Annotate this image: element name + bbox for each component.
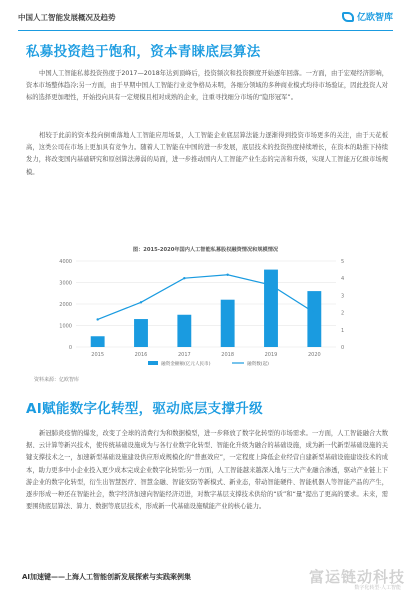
line-point: [183, 277, 185, 279]
legend-bar-swatch: [148, 361, 158, 365]
y-left-tick-label: 2000: [59, 302, 72, 308]
line-point: [270, 284, 272, 286]
bar: [91, 336, 105, 347]
header-title: 中国人工智能发展概况及趋势: [18, 13, 116, 22]
line-series: [98, 275, 315, 320]
watermark: 富运链动科技: [308, 568, 405, 586]
x-tick-label: 2019: [264, 352, 278, 358]
x-tick-label: 2020: [307, 352, 321, 358]
legend-bar-label: 融资金额额(亿元人民币): [161, 362, 211, 367]
line-point: [313, 311, 315, 313]
logo-icon: [342, 12, 354, 22]
y-left-tick-label: 1000: [59, 323, 72, 330]
page-header: [18, 10, 393, 30]
section1-paragraph-1: 中国人工智能私募投资热度于2017—2018年达到顶峰后，投资频次和投资额度开始逐年回落。一方面，由于宏观经济影响，资本市场整体趋冷;另一方面，由于早期中国人工智能行业竞争格局未明，各细分领域的多种商业模式均待市场验证，因此投资人对标的选择更加理性，开始投向具有一定规模且相对成熟的企业，注重寻找细分市场的“隐形冠军”。: [26, 70, 388, 102]
y-right-tick-label: 5: [341, 259, 345, 265]
bar: [221, 300, 235, 347]
x-tick-label: 2016: [134, 352, 148, 358]
y-right-tick-label: 3: [341, 293, 345, 300]
section1-paragraph-2: 相较于此前的资本投向倒重落地人工智能应用场景，人工智能企业底层算法能力逐渐得到投资市场更多的关注，由于天花板高，这类公司在市场上更加具有竞争力。随着人工智能在中国的进一步发展，底层技术的投资热度持续增长，在资本的助推下持续发力，将改变国内基础研究和原创算法薄弱的局面，进一步推动国内人工智能产业生态的完善和升级，实现人工智能万亿级市场规模。: [26, 132, 388, 176]
line-point: [226, 274, 228, 276]
section1-heading: 私募投资趋于饱和，资本青睐底层算法: [26, 44, 261, 60]
y-right-tick-label: 4: [341, 276, 345, 283]
watermark-subtitle: 数字化转型·人工智能: [354, 585, 401, 591]
y-left-tick-label: 0: [68, 345, 72, 351]
x-tick-label: 2015: [91, 352, 105, 358]
legend-line-label: 融资数(起): [247, 362, 269, 367]
x-tick-label: 2018: [221, 352, 235, 358]
bar: [134, 319, 148, 347]
x-tick-label: 2017: [177, 352, 191, 358]
logo-text: 亿欧智库: [356, 13, 393, 23]
funding-chart: [40, 255, 370, 373]
line-point: [140, 301, 142, 303]
y-left-tick-label: 3000: [59, 280, 72, 287]
y-right-tick-label: 0: [341, 345, 345, 351]
bar: [264, 270, 278, 347]
chart-title: 图：2015-2020年国内人工智能私募股权融资情况和规模情况: [132, 247, 279, 253]
brand-logo: [342, 10, 393, 23]
footer-title: AI加速键——上海人工智能创新发展探索与实践案例集: [22, 573, 192, 581]
bar: [177, 315, 191, 347]
header-divider: [18, 30, 393, 31]
line-point: [96, 318, 98, 320]
section2-paragraph-1: 新冠肺炎疫情的爆发，改变了全球的消费行为和数据模型，进一步释放了数字化转型的市场需求。一方面，人工智能融合大数据、云计算等新兴技术，使传统基础设施成为与各行业数字化转型、智能化升级为融合的基础设施，成为新一代新型基础设施的关键支撑技术之一，加速新型基础设施建设供应形成规模化的“普惠效应”，一定程度上降低企业经营自建新型基础设施建设技术的成本，助力更多中小企业投入更少成本完成企业数字化转型;另一方面，人工智能越来越深入地与三大产业融合渗透，驱动产业链上下游企业的数字化转型，衍生出智慧医疗、智慧金融、智能安防等新模式、新业态，带动智能硬件、智能机器人等智能产品的产生，逐步形成一种还在智能社会，数字经济加速向智能经济迈进，对数字基层支撑技术供给的“质”和“量”提出了更高的要求。未来，需要围绕底层算法、算力、数据等底层技术，形成新一代基础设施赋能产业的核心能力。: [26, 430, 388, 511]
y-left-tick-label: 4000: [59, 259, 72, 265]
y-right-tick-label: 1: [341, 327, 345, 334]
y-right-tick-label: 2: [341, 310, 345, 317]
bar: [307, 291, 321, 347]
chart-source: 资料来源：亿欧智库: [34, 377, 80, 383]
section2-heading: AI赋能数字化转型，驱动底层支撑升级: [26, 401, 263, 417]
